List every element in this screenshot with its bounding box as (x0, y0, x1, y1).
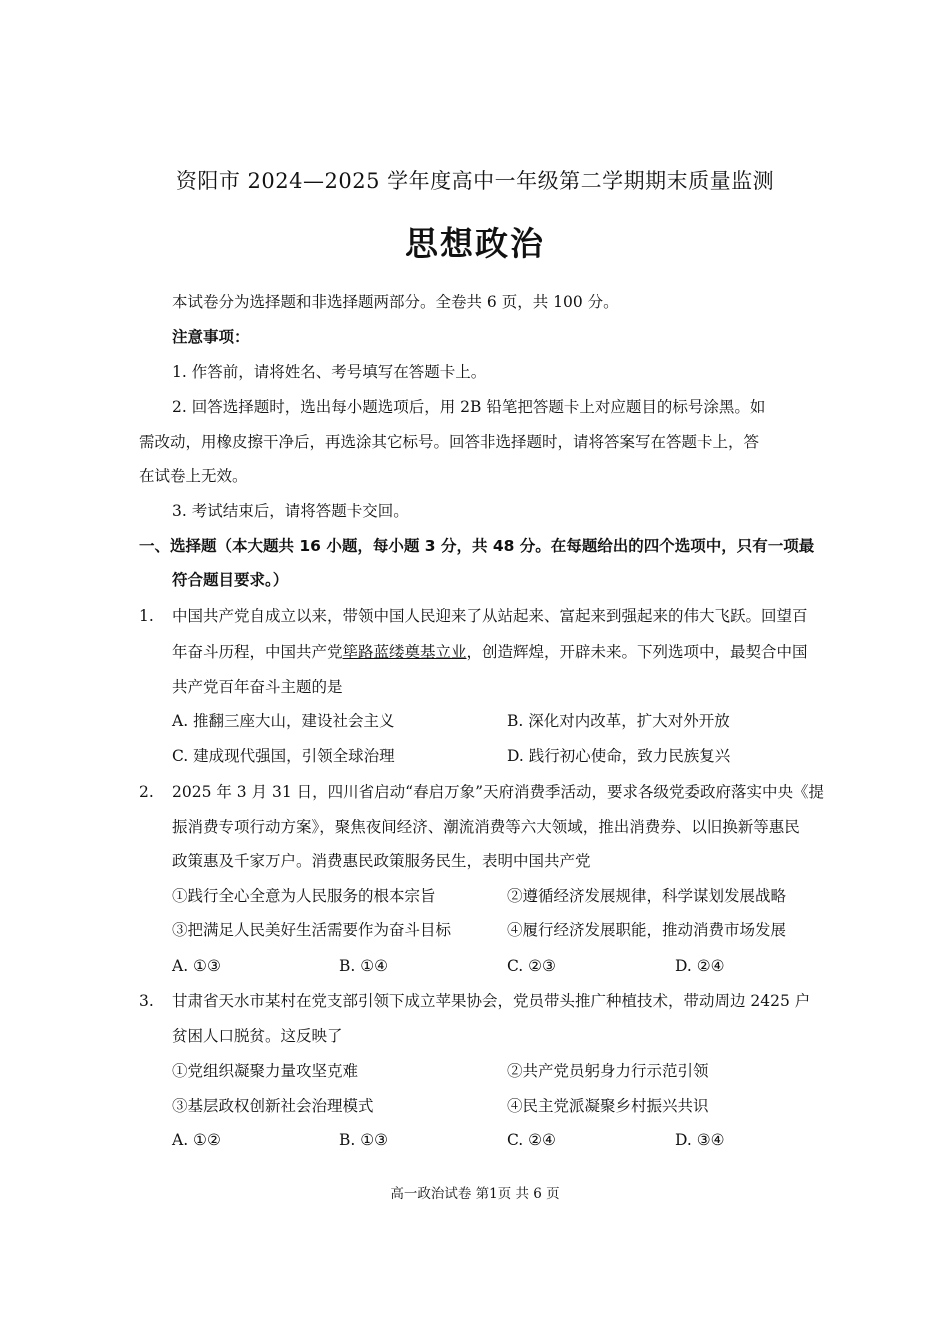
notice-item-2-line-2: 需改动，用橡皮擦干净后，再选涂其它标号。回答非选择题时，请将答案写在答题卡上，答 (139, 433, 760, 451)
question-2-option-d: D. ②④ (675, 957, 725, 975)
question-3-statement-1: ①党组织凝聚力量攻坚克难 (172, 1062, 359, 1080)
question-1-option-b: B. 深化对内改革，扩大对外开放 (507, 712, 730, 730)
question-3-option-a: A. ①② (172, 1131, 221, 1149)
question-1-stem-line-2: 年奋斗历程，中国共产党筚路蓝缕奠基立业，创造辉煌，开辟未来。下列选项中，最契合中国 (172, 643, 808, 661)
underlined-phrase: 筚路蓝缕奠基立业 (342, 643, 467, 661)
question-3-number: 3. (139, 992, 154, 1010)
question-2-option-c: C. ②③ (507, 957, 556, 975)
notice-item-2-line-3: 在试卷上无效。 (139, 467, 248, 485)
question-3-option-c: C. ②④ (507, 1131, 556, 1149)
section-heading-line-2: 符合题目要求。） (172, 571, 289, 589)
notice-item-3: 3. 考试结束后，请将答题卡交回。 (172, 502, 409, 520)
question-3-statement-3: ③基层政权创新社会治理模式 (172, 1097, 374, 1115)
question-3-option-d: D. ③④ (675, 1131, 725, 1149)
exam-title: 资阳市 2024—2025 学年度高中一年级第二学期期末质量监测 (175, 169, 775, 193)
question-2-statement-2: ②遵循经济发展规律，科学谋划发展战略 (507, 887, 787, 905)
question-2-stem-line-1: 2025 年 3 月 31 日，四川省启动“春启万象”天府消费季活动，要求各级党委政府落实中央《提 (172, 783, 825, 801)
question-2-stem-line-3: 政策惠及千家万户。消费惠民政策服务民生，表明中国共产党 (172, 852, 591, 870)
question-3-statement-2: ②共产党员躬身力行示范引领 (507, 1062, 709, 1080)
question-2-number: 2. (139, 783, 154, 801)
notice-heading: 注意事项： (172, 328, 250, 346)
question-1-stem-line-1: 中国共产党自成立以来，带领中国人民迎来了从站起来、富起来到强起来的伟大飞跃。回望百 (172, 607, 808, 625)
notice-item-2-line-1: 2. 回答选择题时，选出每小题选项后，用 2B 铅笔把答题卡上对应题目的标号涂黑。如 (172, 398, 766, 416)
question-1-option-c: C. 建成现代强国，引领全球治理 (172, 747, 395, 765)
question-3-stem-line-1: 甘肃省天水市某村在党支部引领下成立苹果协会，党员带头推广种植技术，带动周边 2425 户 (172, 992, 811, 1010)
question-3-statement-4: ④民主党派凝聚乡村振兴共识 (507, 1097, 709, 1115)
question-2-option-b: B. ①④ (339, 957, 389, 975)
question-1-option-d: D. 践行初心使命，致力民族复兴 (507, 747, 731, 765)
subject-title: 思想政治 (405, 224, 545, 263)
section-heading-line-1: 一、选择题（本大题共 16 小题，每小题 3 分，共 48 分。在每题给出的四个选项中，只有一项最 (139, 537, 815, 555)
question-1-option-a: A. 推翻三座大山，建设社会主义 (172, 712, 395, 730)
question-2-statement-4: ④履行经济发展职能，推动消费市场发展 (507, 921, 787, 939)
page-footer: 高一政治试卷 第1页 共 6 页 (390, 1186, 560, 1202)
question-2-stem-line-2: 振消费专项行动方案》，聚焦夜间经济、潮流消费等六大领域，推出消费券、以旧换新等惠民 (172, 818, 800, 836)
question-1-stem-line-3: 共产党百年奋斗主题的是 (172, 678, 343, 696)
question-2-statement-1: ①践行全心全意为人民服务的根本宗旨 (172, 887, 436, 905)
question-2-statement-3: ③把满足人民美好生活需要作为奋斗目标 (172, 921, 452, 939)
exam-summary: 本试卷分为选择题和非选择题两部分。全卷共 6 页，共 100 分。 (172, 293, 619, 311)
question-3-stem-line-2: 贫困人口脱贫。这反映了 (172, 1027, 343, 1045)
notice-item-1: 1. 作答前，请将姓名、考号填写在答题卡上。 (172, 363, 487, 381)
question-1-number: 1. (139, 607, 154, 625)
question-3-option-b: B. ①③ (339, 1131, 389, 1149)
question-2-option-a: A. ①③ (172, 957, 221, 975)
